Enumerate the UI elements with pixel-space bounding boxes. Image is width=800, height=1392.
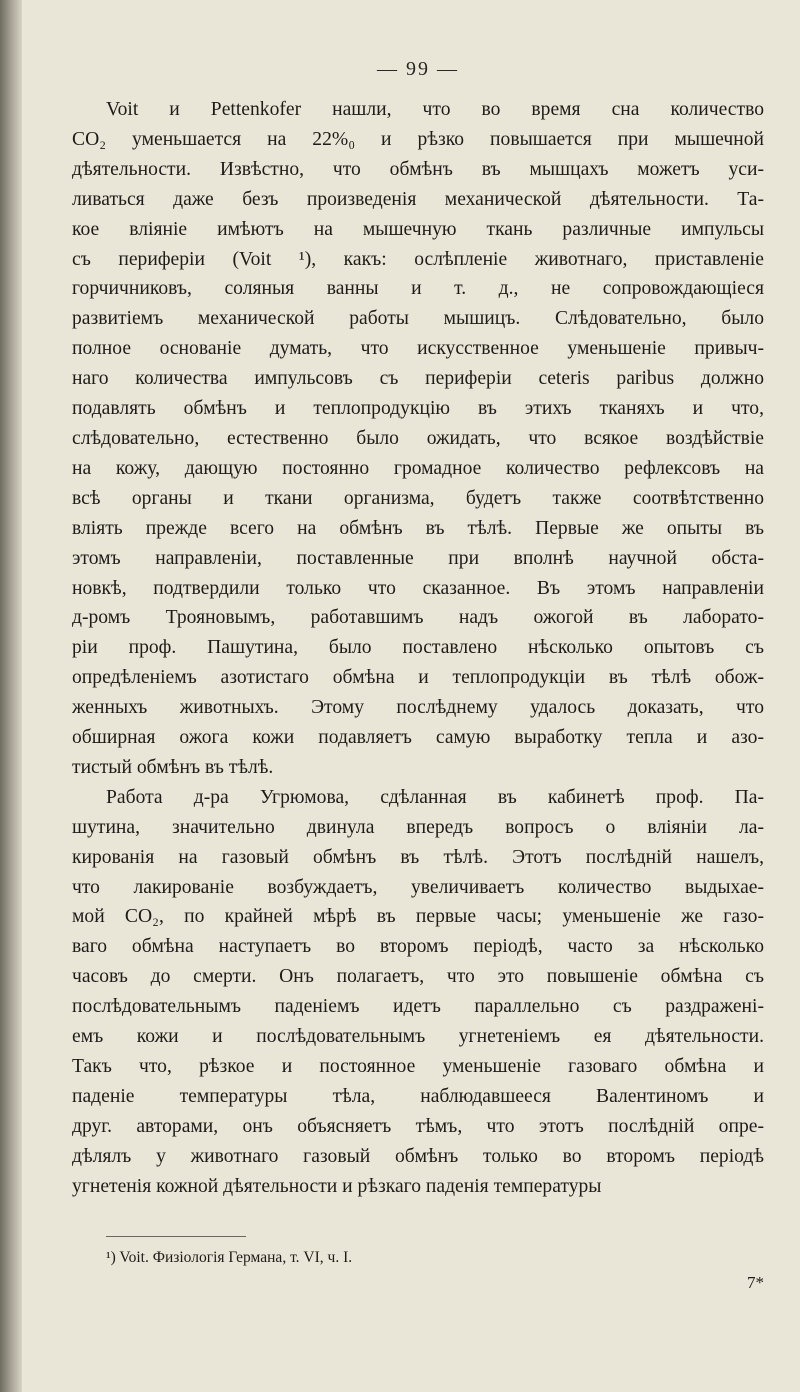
paragraph-1 <box>72 95 764 783</box>
page-number: — 99 — <box>377 58 459 80</box>
text-line: Voit и Pettenkofer нашли, что во время сна количество <box>106 99 764 120</box>
text-line: женныхъ животныхъ. Этому послѣднему удалось доказать, что <box>72 697 764 719</box>
text-line: паденіе температуры тѣла, наблюдавшееся Валентиномъ и <box>72 1085 764 1107</box>
text-line: что лакированіе возбуждаетъ, увеличиваетъ количество выдыхае- <box>72 876 764 898</box>
text-line: ваго обмѣна наступаетъ во второмъ періодѣ, часто за нѣсколько <box>72 936 764 958</box>
footnote: ¹) Voit. Физіологія Германа, т. VI, ч. I. <box>106 1248 353 1266</box>
text-line: тистый обмѣнъ въ тѣлѣ. <box>72 756 274 778</box>
text-line: полное основаніе думать, что искусственное уменьшеніе привыч- <box>72 338 764 360</box>
text-line: вліять прежде всего на обмѣнъ въ тѣлѣ. Первые же опыты въ <box>72 517 764 539</box>
text-line: дѣятельности. Извѣстно, что обмѣнъ въ мышцахъ можетъ уси- <box>72 158 764 180</box>
text-line: съ периферіи (Voit ¹), какъ: ослѣпленіе животнаго, приставленіе <box>72 248 764 270</box>
paragraph-2 <box>72 783 764 1202</box>
text-line: угнетенія кожной дѣятельности и рѣзкаго паденія температуры <box>72 1175 602 1197</box>
text-line: кое вліяніе имѣютъ на мышечную ткань различные импульсы <box>72 218 764 240</box>
text-line: послѣдовательнымъ паденіемъ идетъ параллельно съ раздраженi- <box>72 996 764 1018</box>
text-line: горчичниковъ, соляныя ванны и т. д., не сопровождающіеся <box>72 278 764 300</box>
text-line: подавлять обмѣнъ и теплопродукцію въ этихъ тканяхъ и что, <box>72 398 764 420</box>
text-line: на кожу, дающую постоянно громадное количество рефлексовъ на <box>72 457 764 479</box>
text-line: наго количества импульсовъ съ периферіи ceteris paribus должно <box>72 368 764 390</box>
text-line: новкѣ, подтвердили только что сказанное. Въ этомъ направленіи <box>72 577 764 599</box>
text-line: всѣ органы и ткани организма, будетъ также соотвѣтственно <box>72 487 764 509</box>
footnote-divider <box>106 1236 246 1237</box>
text-line: Такъ что, рѣзкое и постоянное уменьшеніе газоваго обмѣна и <box>72 1056 764 1077</box>
text-line: слѣдовательно, естественно было ожидать, что всякое воздѣйствіе <box>72 427 764 449</box>
text-line: обширная ожога кожи подавляетъ самую выработку тепла и азо- <box>72 727 764 749</box>
text-line: шутина, значительно двинула впередъ вопросъ о вліяніи ла- <box>72 816 764 838</box>
text-line: емъ кожи и послѣдовательнымъ угнетеніемъ ея дѣятельности. <box>72 1026 764 1048</box>
text-line: ливаться даже безъ произведенія механической дѣятельности. Та- <box>72 188 764 210</box>
text-line: друг. авторами, онъ объясняетъ тѣмъ, что этотъ послѣдній опре- <box>72 1115 764 1137</box>
book-binding-shadow <box>0 0 22 1392</box>
text-line: Работа д-ра Угрюмова, сдѣланная въ кабинетѣ проф. Па- <box>106 786 764 808</box>
text-line: развитіемъ механической работы мышицъ. Слѣдовательно, было <box>72 308 764 330</box>
text-line: дѣлялъ у животнаго газовый обмѣнъ только во второмъ періодѣ <box>72 1145 764 1167</box>
text-line: ріи проф. Пашутина, было поставлено нѣсколько опытовъ съ <box>72 637 764 659</box>
text-line: CO₂ уменьшается на 22%₀ и рѣзко повышается при мышечной <box>72 128 764 150</box>
text-line: мой CO₂, по крайней мѣрѣ въ первые часы; уменьшеніе же газо- <box>72 906 764 928</box>
text-line: часовъ до смерти. Онъ полагаетъ, что это повышеніе обмѣна съ <box>72 966 764 988</box>
book-page <box>72 58 764 1292</box>
text-line: опредѣленіемъ азотистаго обмѣна и теплопродукціи въ тѣлѣ обож- <box>72 667 764 689</box>
text-line: этомъ направленіи, поставленные при вполнѣ научной обста- <box>72 547 764 569</box>
signature-mark: 7* <box>747 1272 764 1292</box>
text-line: д-ромъ Трояновымъ, работавшимъ надъ ожогой въ лаборато- <box>72 607 764 629</box>
text-line: кированія на газовый обмѣнъ въ тѣлѣ. Этотъ послѣдній нашелъ, <box>72 846 764 868</box>
